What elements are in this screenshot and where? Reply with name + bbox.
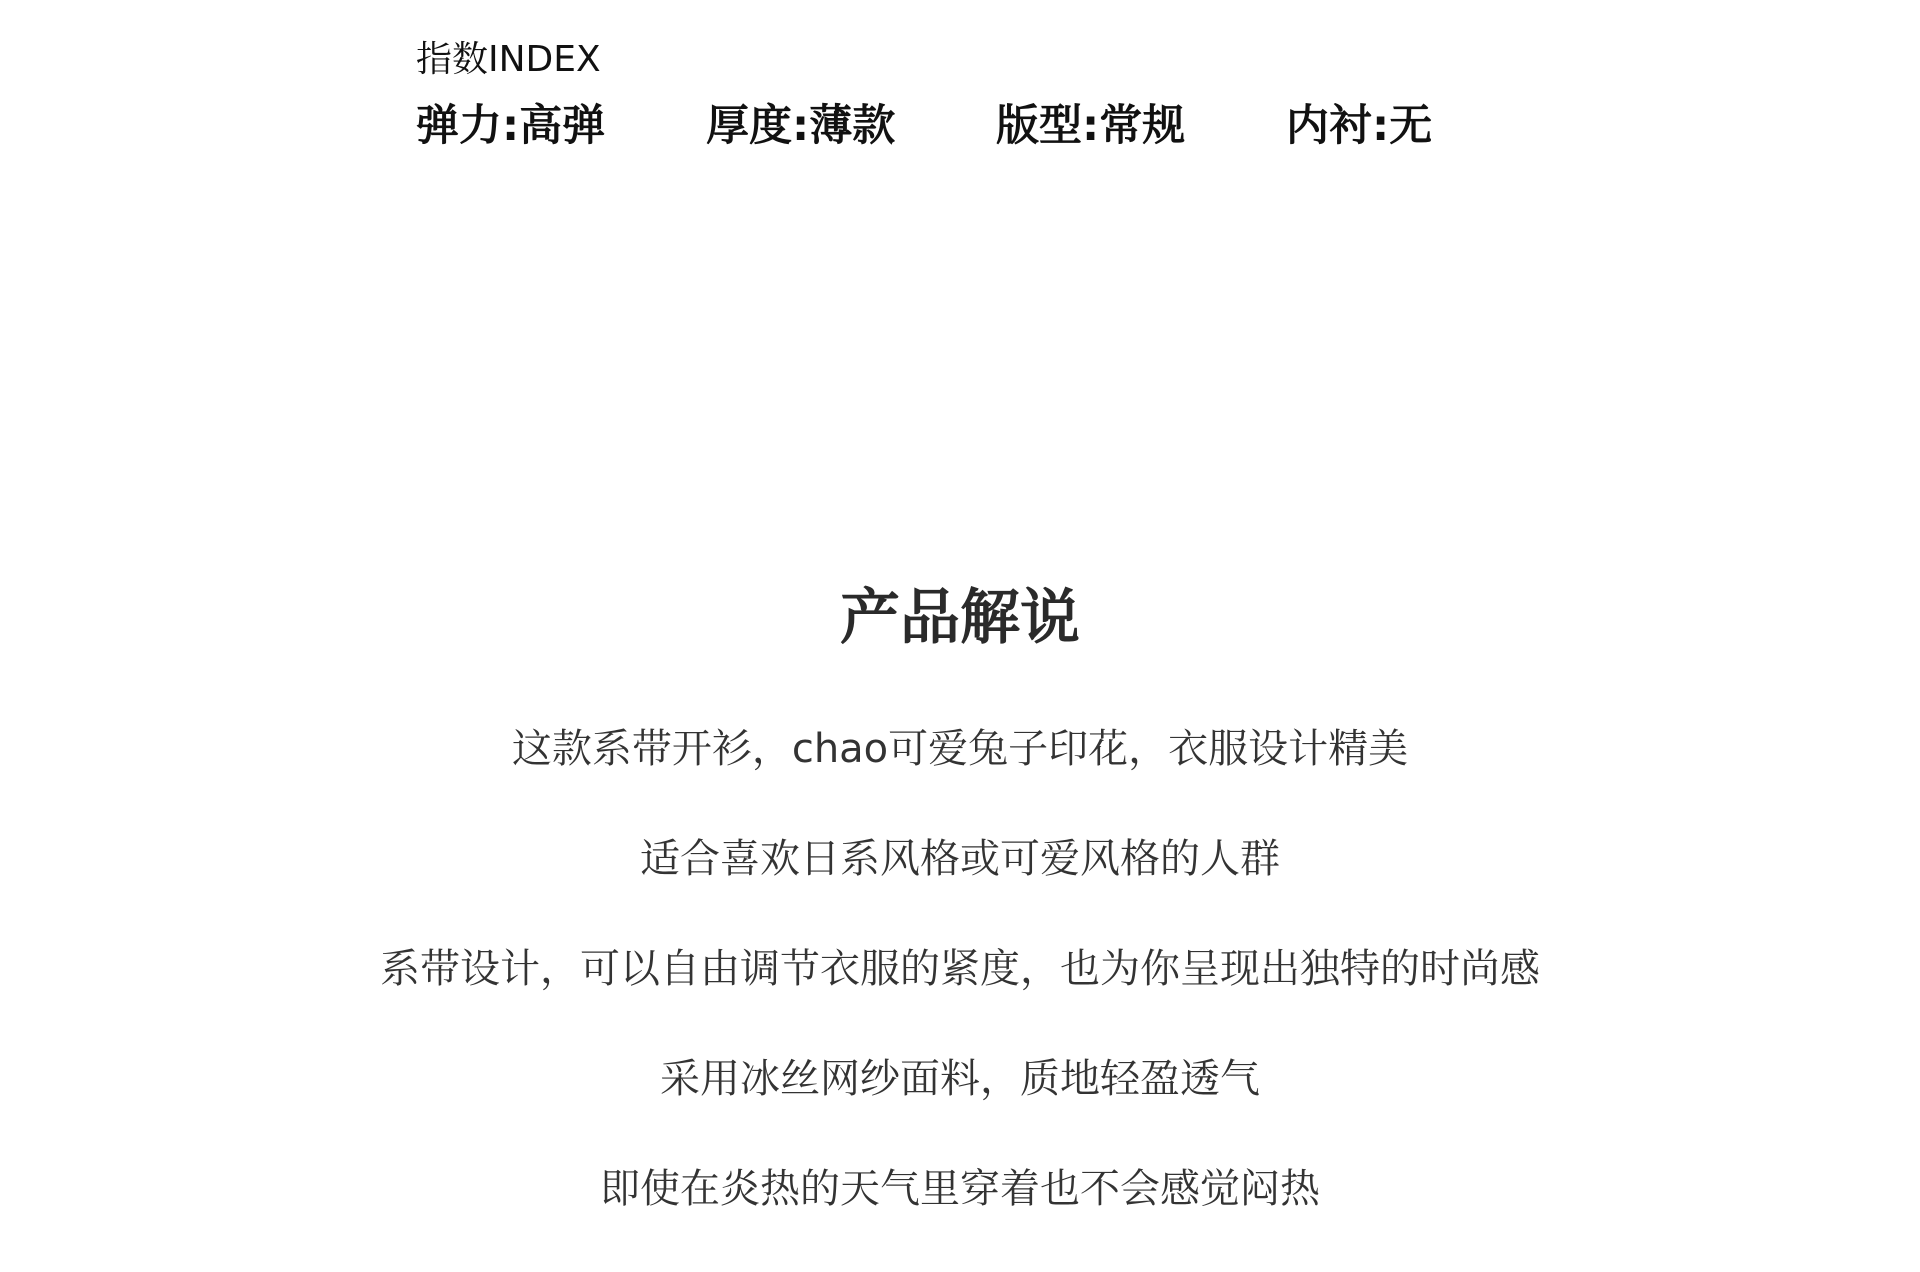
attribute-elasticity: 弹力:高弹 [416, 101, 606, 151]
attribute-thickness: 厚度:薄款 [706, 101, 896, 151]
index-title: 指数INDEX [416, 39, 601, 80]
index-block [416, 36, 1576, 154]
attribute-fit: 版型:常规 [996, 101, 1186, 151]
description-line: 系带设计，可以自由调节衣服的紧度，也为你呈现出独特的时尚感 [380, 946, 1540, 992]
description-list [0, 722, 1920, 1272]
description-line: 采用冰丝网纱面料，质地轻盈透气 [660, 1056, 1260, 1102]
description-line: 适合喜欢日系风格或可爱风格的人群 [640, 836, 1280, 882]
description-line: 这款系带开衫，chao可爱兔子印花，衣服设计精美 [511, 726, 1409, 772]
attribute-lining: 内衬:无 [1286, 101, 1433, 151]
description-line: 即使在炎热的天气里穿着也不会感觉闷热 [600, 1166, 1320, 1212]
attribute-row [416, 98, 1576, 154]
section-title: 产品解说 [840, 583, 1080, 653]
